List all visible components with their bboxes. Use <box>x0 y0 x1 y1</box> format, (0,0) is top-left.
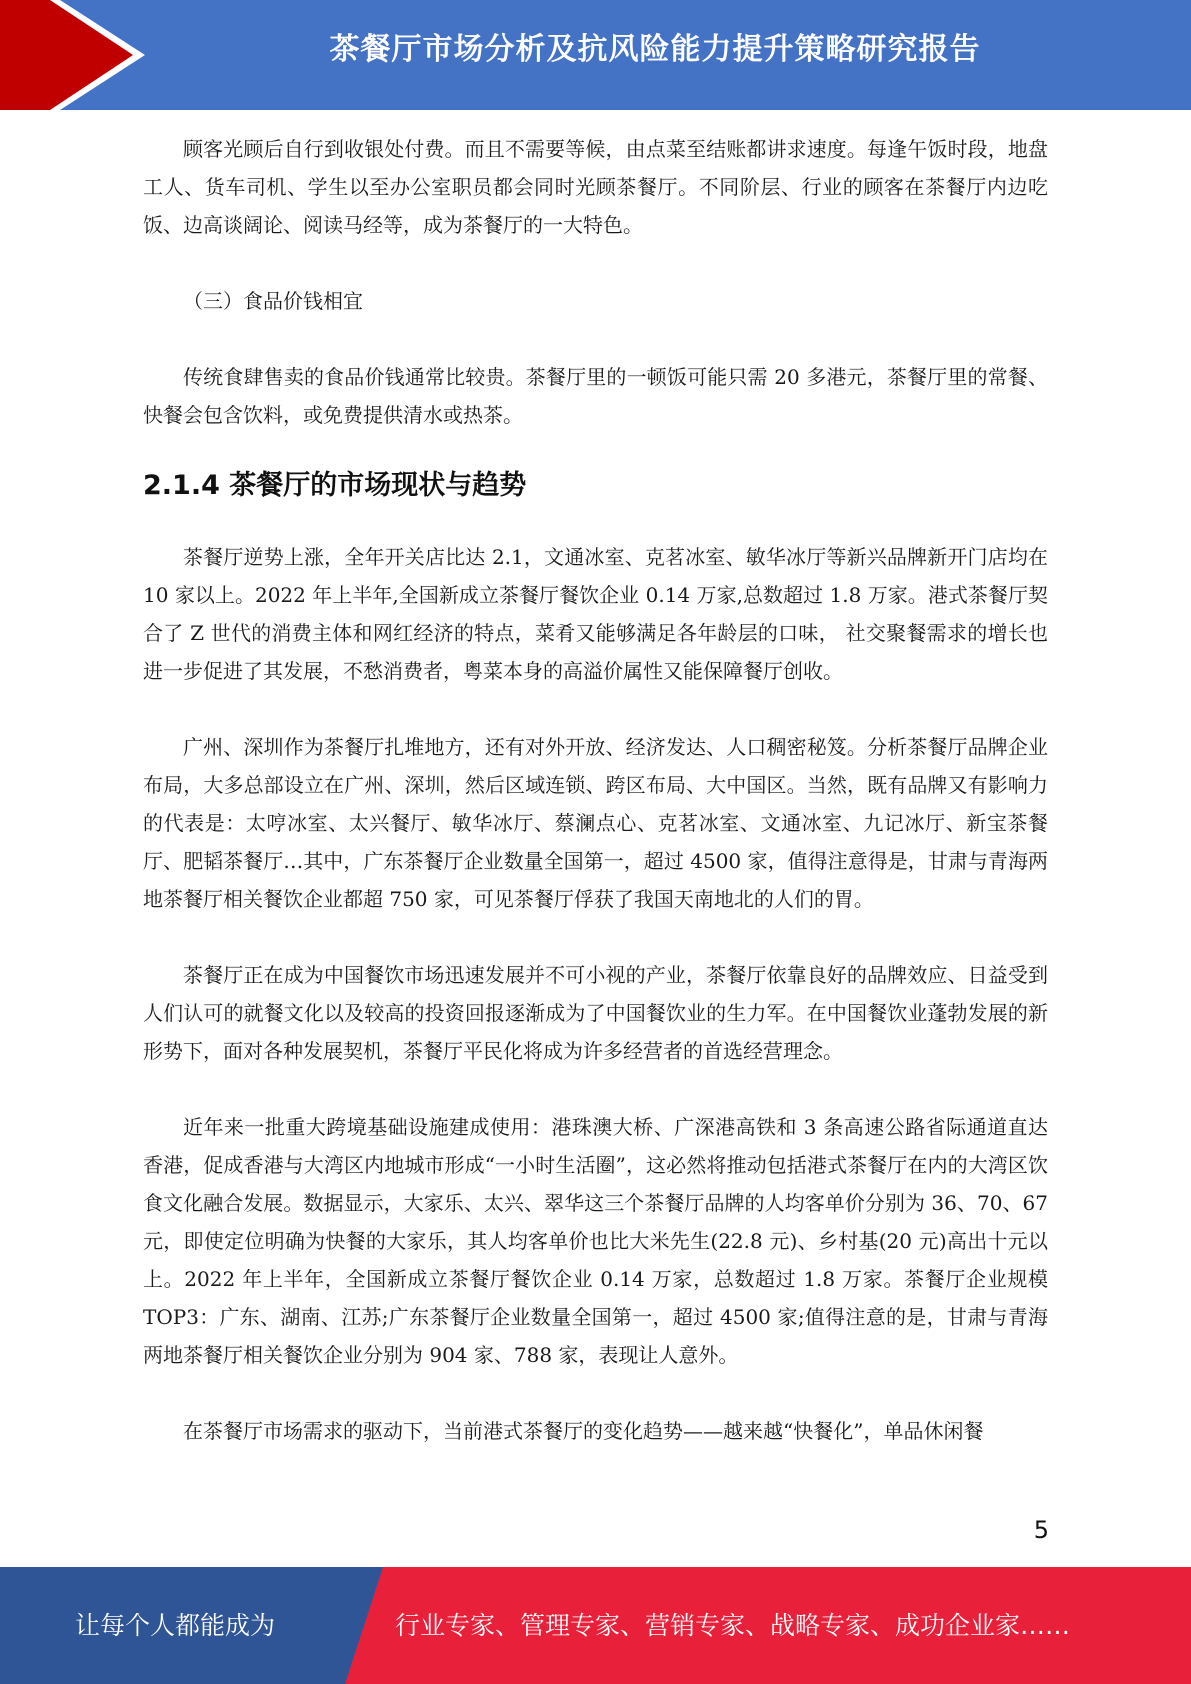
page-number: 5 <box>1033 1516 1049 1544</box>
paragraph-4: 广州、深圳作为茶餐厅扎堆地方，还有对外开放、经济发达、人口稠密秘笈。分析茶餐厅品牌企业布局，大多总部设立在广州、深圳，然后区域连锁、跨区布局、大中国区。当然，既有品牌又有影响力的代表是：太哼冰室、太兴餐厅、敏华冰厅、蔡澜点心、克茗冰室、文通冰室、九记冰厅、新宝茶餐厅、肥韬茶餐厅…其中，广东茶餐厅企业数量全国第一，超过 4500 家，值得注意得是，甘肃与青海两地茶餐厅相关餐饮企业都超 750 家，可见茶餐厅俘获了我国天南地北的人们的胃。 <box>143 735 1048 911</box>
paragraph-2: 传统食肆售卖的食品价钱通常比较贵。茶餐厅里的一顿饭可能只需 20 多港元，茶餐厅里的常餐、快餐会包含饮料，或免费提供清水或热茶。 <box>143 365 1048 427</box>
header-chevron-icon <box>0 0 150 110</box>
paragraph-6: 近年来一批重大跨境基础设施建成使用：港珠澳大桥、广深港高铁和 3 条高速公路省际通道直达香港，促成香港与大湾区内地城市形成“一小时生活圈”，这必然将推动包括港式茶餐厅在内的大湾区饮食文化融合发展。数据显示，大家乐、太兴、翠华这三个茶餐厅品牌的人均客单价分别为 36、70、67 元，即使定位明确为快餐的大家乐，其人均客单价也比大米先生(22.8 元)、乡村基(20 元)高出十元以上。2022 年上半年，全国新成立茶餐厅餐饮企业 0.14 万家，总数超过 1.8 万家。茶餐厅企业规模 TOP3：广东、湖南、江苏;广东茶餐厅企业数量全国第一，超过 4500 家;值得注意的是，甘肃与青海两地茶餐厅相关餐饮企业分别为 904 家、788 家，表现让人意外。 <box>143 1115 1048 1367</box>
paragraph-7: 在茶餐厅市场需求的驱动下，当前港式茶餐厅的变化趋势——越来越“快餐化”，单品休闲餐 <box>183 1419 984 1443</box>
subheading-price: （三）食品价钱相宜 <box>183 289 363 313</box>
page-title: 茶餐厅市场分析及抗风险能力提升策略研究报告 <box>329 32 981 67</box>
footer-slogan-left: 让每个人都能成为 <box>74 1611 275 1640</box>
page-header <box>0 0 1191 110</box>
document-body <box>143 130 1048 1450</box>
page-footer <box>0 1567 1191 1684</box>
section-heading: 2.1.4 茶餐厅的市场现状与趋势 <box>143 470 527 501</box>
paragraph-5: 茶餐厅正在成为中国餐饮市场迅速发展并不可小视的产业，茶餐厅依靠良好的品牌效应、日益受到人们认可的就餐文化以及较高的投资回报逐渐成为了中国餐饮业的生力军。在中国餐饮业蓬勃发展的新形势下，面对各种发展契机，茶餐厅平民化将成为许多经营者的首选经营理念。 <box>143 963 1048 1063</box>
paragraph-1: 顾客光顾后自行到收银处付费。而且不需要等候，由点菜至结账都讲求速度。每逢午饭时段，地盘工人、货车司机、学生以至办公室职员都会同时光顾茶餐厅。不同阶层、行业的顾客在茶餐厅内边吃饭、边高谈阔论、阅读马经等，成为茶餐厅的一大特色。 <box>143 137 1048 237</box>
footer-slogan-right: 行业专家、管理专家、营销专家、战略专家、成功企业家…… <box>395 1611 1071 1640</box>
paragraph-3: 茶餐厅逆势上涨，全年开关店比达 2.1，文通冰室、克茗冰室、敏华冰厅等新兴品牌新开门店均在 10 家以上。2022 年上半年,全国新成立茶餐厅餐饮企业 0.14 万家,总数超过 1.8 万家。港式茶餐厅契合了 Z 世代的消费主体和网红经济的特点，菜肴又能够满足各年龄层的口味， 社交聚餐需求的增长也进一步促进了其发展，不愁消费者，粤菜本身的高溢价属性又能保障餐厅创收。 <box>143 545 1048 683</box>
